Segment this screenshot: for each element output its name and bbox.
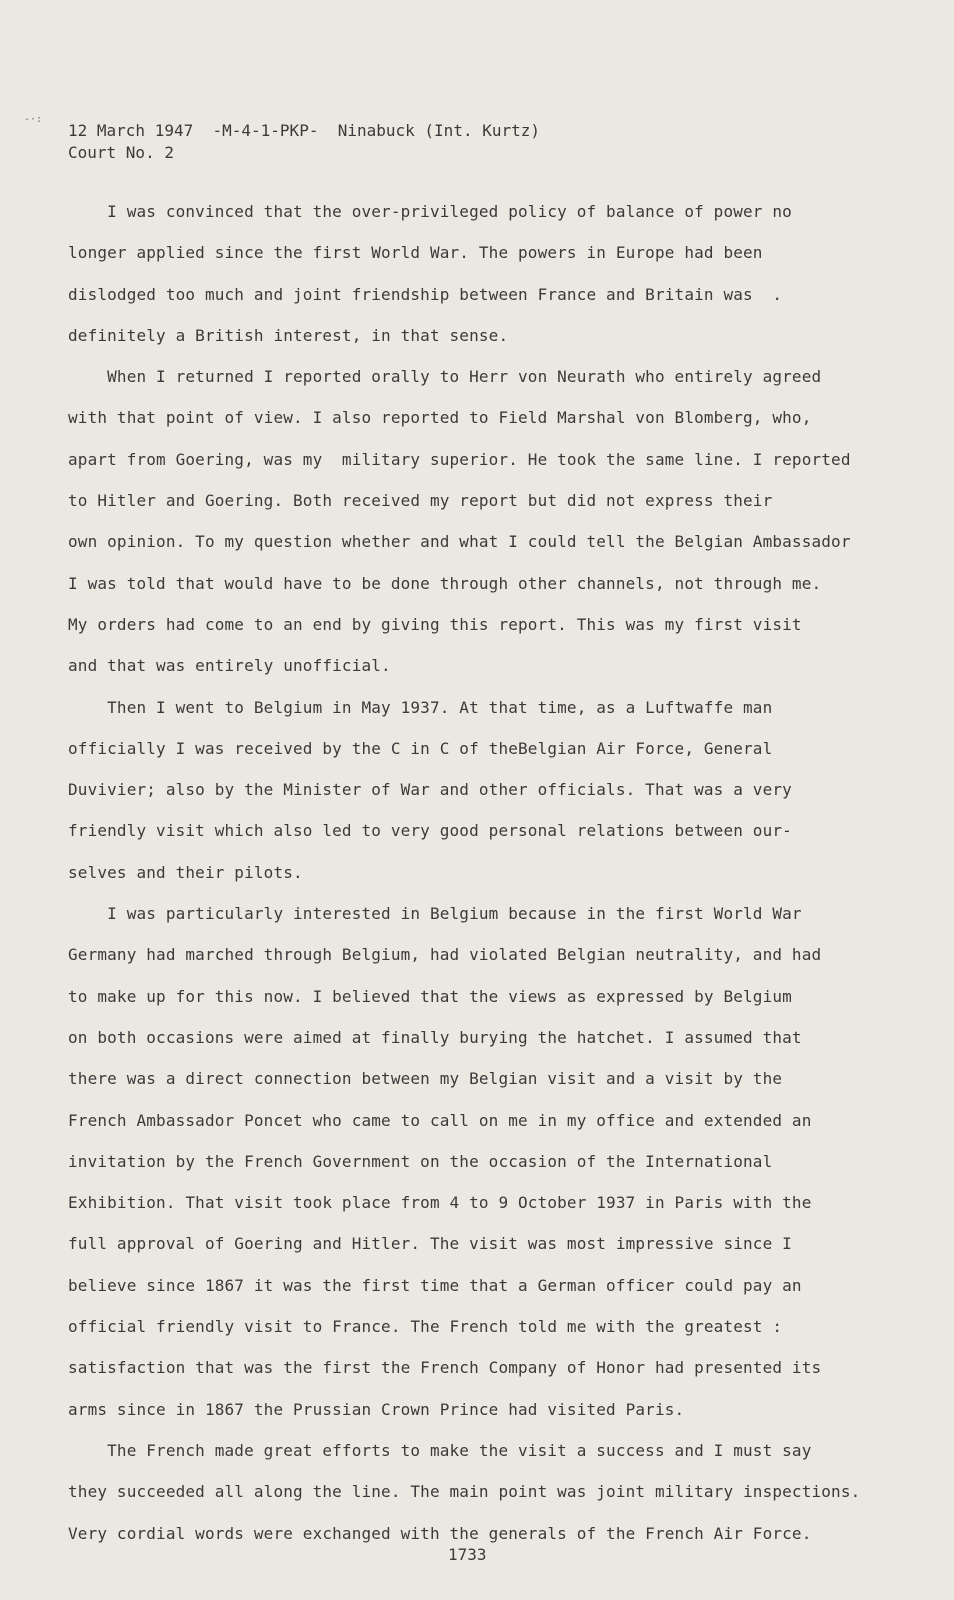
text-line: official friendly visit to France. The French told me with the greatest : bbox=[68, 1317, 783, 1337]
header-date-line: 12 March 1947 -M-4-1-PKP- Ninabuck (Int. Kurtz) bbox=[68, 121, 541, 140]
text-line: definitely a British interest, in that sense. bbox=[68, 325, 509, 345]
margin-mark: -·: bbox=[24, 114, 43, 125]
text-line: I was told that would have to be done through other channels, not through me. bbox=[68, 573, 822, 593]
text-line: Germany had marched through Belgium, had violated Belgian neutrality, and had bbox=[68, 945, 822, 965]
text-line: selves and their pilots. bbox=[68, 862, 303, 882]
document-header bbox=[68, 120, 540, 164]
text-line: full approval of Goering and Hitler. The visit was most impressive since I bbox=[68, 1234, 792, 1254]
text-line: The French made great efforts to make the visit a success and I must say bbox=[68, 1440, 812, 1460]
text-line: Exhibition. That visit took place from 4 to 9 October 1937 in Paris with the bbox=[68, 1193, 812, 1213]
text-line: they succeeded all along the line. The main point was joint military inspections. bbox=[68, 1482, 861, 1502]
text-line: apart from Goering, was my military superior. He took the same line. I reported bbox=[68, 449, 851, 469]
text-line: friendly visit which also led to very good personal relations between our- bbox=[68, 821, 792, 841]
text-line: on both occasions were aimed at finally burying the hatchet. I assumed that bbox=[68, 1027, 802, 1047]
page-number: 1733 bbox=[448, 1545, 487, 1564]
text-line: there was a direct connection between my Belgian visit and a visit by the bbox=[68, 1069, 783, 1089]
text-line: with that point of view. I also reported to Field Marshal von Blomberg, who, bbox=[68, 408, 812, 428]
text-line: I was convinced that the over-privileged policy of balance of power no bbox=[68, 202, 792, 221]
text-line: Then I went to Belgium in May 1937. At that time, as a Luftwaffe man bbox=[68, 697, 773, 717]
text-line: to Hitler and Goering. Both received my report but did not express their bbox=[68, 491, 773, 511]
text-line: I was particularly interested in Belgium because in the first World War bbox=[68, 904, 802, 924]
text-line: longer applied since the first World War. The powers in Europe had been bbox=[68, 243, 763, 263]
text-line: arms since in 1867 the Prussian Crown Prince had visited Paris. bbox=[68, 1399, 685, 1419]
text-line: When I returned I reported orally to Herr von Neurath who entirely agreed bbox=[68, 367, 822, 387]
header-court-line: Court No. 2 bbox=[68, 143, 174, 162]
text-line: to make up for this now. I believed that the views as expressed by Belgium bbox=[68, 986, 792, 1006]
text-line: officially I was received by the C in C of theBelgian Air Force, General bbox=[68, 738, 773, 758]
text-line: satisfaction that was the first the French Company of Honor had presented its bbox=[68, 1358, 822, 1378]
text-line: and that was entirely unofficial. bbox=[68, 656, 391, 676]
text-line: believe since 1867 it was the first time that a German officer could pay an bbox=[68, 1275, 802, 1295]
text-line: own opinion. To my question whether and what I could tell the Belgian Ambassador bbox=[68, 532, 851, 552]
text-line: French Ambassador Poncet who came to call on me in my office and extended an bbox=[68, 1110, 812, 1130]
text-line: My orders had come to an end by giving this report. This was my first visit bbox=[68, 614, 802, 634]
text-line: dislodged too much and joint friendship between France and Britain was . bbox=[68, 284, 783, 304]
text-line: Duvivier; also by the Minister of War and other officials. That was a very bbox=[68, 780, 792, 800]
testimony-body bbox=[68, 200, 898, 1563]
text-line: Very cordial words were exchanged with the generals of the French Air Force. bbox=[68, 1523, 812, 1543]
text-line: invitation by the French Government on the occasion of the International bbox=[68, 1151, 773, 1171]
